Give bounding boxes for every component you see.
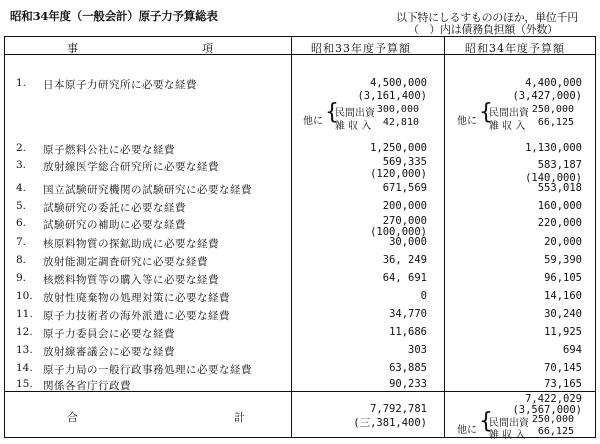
row-number: 10. (16, 290, 33, 302)
other-label: 他に (457, 116, 477, 127)
table-row (5, 215, 595, 238)
fy34-value: 160,000 (537, 200, 582, 212)
fy33-value: 34,770 (389, 308, 427, 320)
misc-label: 雑 収 入 (335, 121, 372, 132)
table-row (5, 77, 595, 102)
header-item-a: 事 (67, 42, 78, 55)
total-fy33: 7,792,781 (370, 403, 427, 415)
table-row (5, 142, 595, 155)
misc-value: 66,125 (537, 426, 574, 437)
fy34-value: 14,160 (544, 290, 582, 302)
other-label: 他に (457, 425, 477, 436)
debt-note: （ ）内は債務負担額（外数） (408, 23, 558, 36)
total-label-a: 合 (67, 411, 78, 424)
fy33-value: 569,335 (382, 156, 427, 168)
fy34-value: 1,130,000 (525, 142, 582, 154)
fy33-debt: (3,161,400) (357, 90, 427, 102)
row-number: 11. (16, 308, 33, 320)
fy33-value: 36, 249 (382, 254, 427, 266)
row-name: 日本原子力研究所に必要な経費 (43, 79, 197, 91)
row-name: 試験研究の補助に必要な経費 (43, 219, 186, 231)
table-row (5, 378, 595, 391)
table-row (5, 326, 595, 339)
table-row (5, 290, 595, 303)
row-name: 放射性廃棄物の処理対策に必要な経費 (43, 292, 230, 304)
row-name: 原子力委員会に必要な経費 (43, 328, 175, 340)
private-label: 民間出資 (489, 418, 529, 429)
row-name: 原子力局の一般行政事務処理に必要な経費 (43, 364, 252, 376)
misc-value: 66,125 (537, 117, 574, 128)
row-number: 3. (16, 159, 27, 171)
row-name: 核燃料物質等の購入等に必要な経費 (43, 274, 219, 286)
private-value: 250,000 (531, 414, 574, 425)
page-title: 昭和34年度（一般会計）原子力予算総表 (10, 9, 218, 23)
misc-label: 雑 収 入 (489, 430, 526, 441)
brace-icon: { (479, 100, 493, 125)
fy34-value: 4,400,000 (525, 77, 582, 89)
fy34-value: 694 (563, 344, 582, 356)
fy34-value: 73,165 (544, 378, 582, 390)
table-row (5, 156, 595, 184)
private-value: 250,000 (531, 104, 574, 115)
row-number: 14. (16, 362, 33, 374)
row-name: 原子力技術者の海外派遣に必要な経費 (43, 310, 230, 322)
fy34-value: 30,240 (544, 308, 582, 320)
table-row (5, 308, 595, 321)
row-number: 13. (16, 344, 33, 356)
private-label: 民間出資 (489, 108, 529, 119)
fy33-value: 90,233 (389, 378, 427, 390)
row-number: 9. (16, 272, 27, 284)
fy33-value: 1,250,000 (370, 142, 427, 154)
private-label: 民間出資 (335, 108, 375, 119)
fy33-value: 671,569 (382, 182, 427, 194)
row-number: 6. (16, 217, 27, 229)
total-fy34-debt: (3,567,000) (512, 404, 582, 416)
header-fy34: 昭和34年度予算額 (465, 42, 565, 55)
unit-note: 以下特にしるすもののほか，単位千円 (396, 11, 578, 24)
row-number: 12. (16, 326, 33, 338)
table-row (5, 344, 595, 357)
fy34-debt: (3,427,000) (512, 90, 582, 102)
header-item-b: 項 (202, 42, 213, 55)
row-name: 関係各省庁行政費 (43, 380, 131, 392)
misc-label: 雑 収 入 (489, 121, 526, 132)
private-value: 300,000 (376, 104, 419, 115)
fy34-value: 11,925 (544, 326, 582, 338)
total-fy33-debt: (三,381,400) (353, 417, 427, 429)
fy34-value: 583,187 (537, 159, 582, 171)
fy33-value: 270,000 (382, 215, 427, 227)
fy33-value: 30,000 (389, 236, 427, 248)
table-row (5, 272, 595, 285)
fy33-debt: (120,000) (370, 168, 427, 180)
fy33-value: 303 (408, 344, 427, 356)
fy33-value: 4,500,000 (370, 77, 427, 89)
row-name: 原子燃料公社に必要な経費 (43, 144, 175, 156)
header-fy33: 昭和33年度予算額 (311, 42, 411, 55)
total-label-b: 計 (234, 411, 245, 424)
row-name: 国立試験研究機関の試験研究に必要な経費 (43, 184, 252, 196)
brace-icon: { (479, 409, 493, 434)
budget-table (4, 36, 596, 441)
table-row (5, 362, 595, 375)
row-number: 8. (16, 254, 27, 266)
table-row (5, 200, 595, 213)
table-row (5, 182, 595, 195)
fy34-value: 59,390 (544, 254, 582, 266)
table-row (5, 236, 595, 249)
fy34-debt: (140,000) (525, 172, 582, 184)
fy33-value: 63,885 (389, 362, 427, 374)
row-number: 4. (16, 182, 27, 194)
brace-icon: { (325, 100, 339, 125)
fy34-value: 553,018 (537, 182, 582, 194)
row-name: 核原料物質の探鉱助成に必要な経費 (43, 238, 219, 250)
total-fy34: 7,422,029 (525, 393, 582, 405)
fy33-value: 64, 691 (382, 272, 427, 284)
row-number: 1. (16, 77, 27, 89)
other-label: 他に (303, 116, 323, 127)
fy34-value: 96,105 (544, 272, 582, 284)
row-number: 15. (16, 378, 33, 390)
row-number: 7. (16, 236, 27, 248)
fy33-debt: (100,000) (370, 226, 427, 238)
fy33-value: 11,686 (389, 326, 427, 338)
fy33-value: 0 (420, 290, 427, 302)
row-name: 放射能測定調査研究に必要な経費 (43, 256, 208, 268)
row-name: 試験研究の委託に必要な経費 (43, 202, 186, 214)
table-row (5, 254, 595, 267)
row-name: 放射線医学総合研究所に必要な経費 (43, 161, 219, 173)
fy34-value: 220,000 (537, 217, 582, 229)
fy34-value: 70,145 (544, 362, 582, 374)
fy33-value: 200,000 (382, 200, 427, 212)
misc-value: 42,810 (382, 117, 419, 128)
row-name: 放射線審議会に必要な経費 (43, 346, 175, 358)
fy34-value: 20,000 (544, 236, 582, 248)
row-number: 5. (16, 200, 27, 212)
row-number: 2. (16, 142, 27, 154)
